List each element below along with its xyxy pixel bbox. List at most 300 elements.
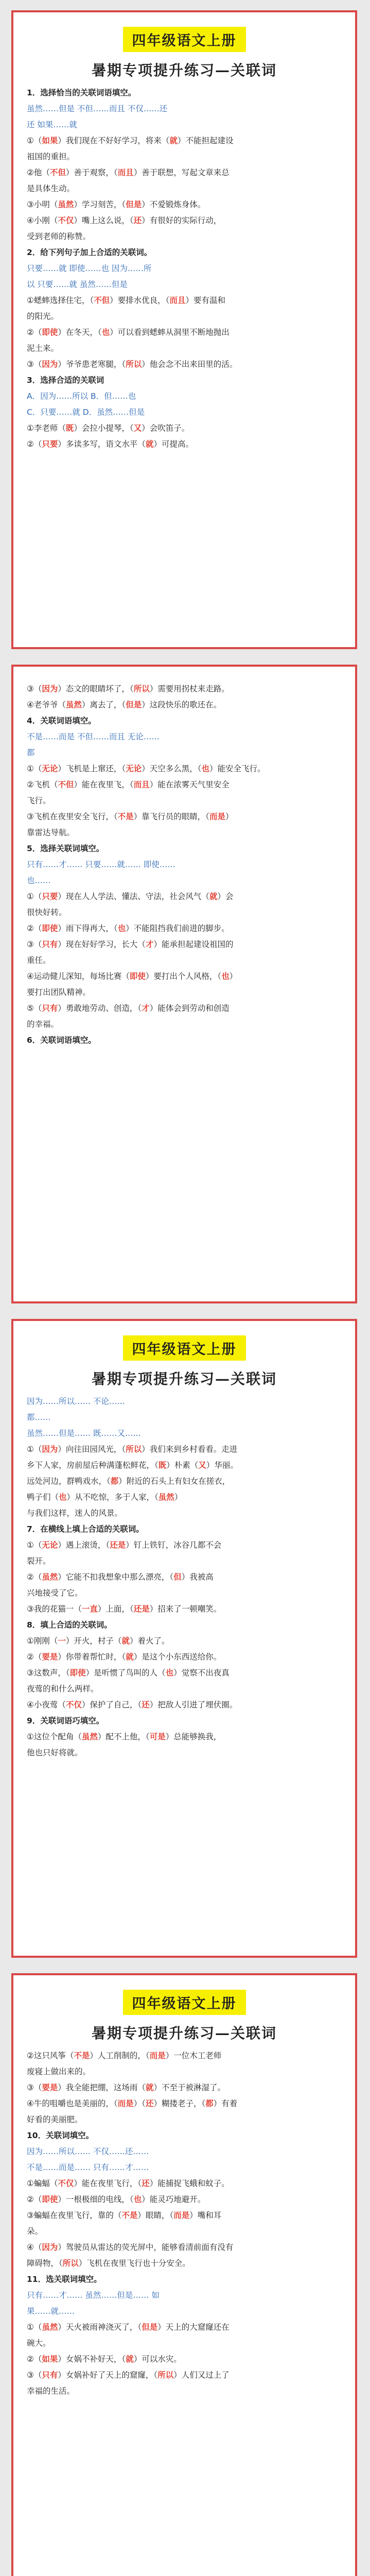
text-fragment: ②他（	[27, 168, 50, 177]
text-fragment: 很快好转。	[27, 908, 67, 917]
answer-blank: 还是	[110, 1540, 126, 1550]
exercise-line	[27, 2351, 342, 2367]
text-fragment: ）不爱锻炼身体。	[142, 200, 206, 209]
answer-blank: 不是	[74, 2051, 90, 2060]
answer-blank: 而是	[209, 812, 225, 821]
exercise-line	[27, 2080, 342, 2096]
text-fragment: ②（	[27, 328, 42, 337]
exercise-line	[27, 2335, 342, 2351]
word-bank	[27, 1426, 342, 1442]
text-fragment: ）着火了。	[129, 1636, 170, 1646]
answer-blank: 而且	[133, 780, 150, 789]
text-fragment: ②（	[27, 2354, 42, 2364]
topic-title: 暑期专项提升练习—关联词	[91, 62, 277, 79]
text-fragment: ）善于观察，（	[65, 168, 118, 177]
exercise-line	[27, 1681, 342, 1697]
grade-badge: 四年级语文上册	[123, 27, 246, 52]
text-fragment: ）现在好好学习，长大（	[58, 940, 146, 949]
page-3	[11, 1319, 357, 1958]
text-fragment: ①（	[27, 1445, 42, 1454]
answer-blank: 即使	[129, 972, 146, 981]
answer-blank: 也	[165, 1668, 174, 1677]
question-heading	[27, 1521, 342, 1537]
exercise-line	[27, 1697, 342, 1713]
text-fragment: ）要排水优良，（	[110, 296, 170, 305]
text-fragment: 是具体生动。	[27, 184, 75, 193]
text-fragment: ①（	[27, 2323, 42, 2332]
text-fragment: 与我们这样，迷人的风景。	[27, 1509, 123, 1518]
text-fragment: ④运动健儿深知，每场比赛（	[27, 972, 130, 981]
answer-blank: 虽然	[42, 2323, 58, 2332]
word-bank	[27, 729, 342, 745]
page-4	[11, 1973, 357, 2576]
text-fragment: ）驾驶员从雷达的荧光屏中，能够看清前面有没有	[58, 2243, 234, 2252]
text-fragment: 碗大。	[27, 2338, 51, 2348]
text-fragment: 的幸福。	[27, 1020, 59, 1029]
exercise-line	[27, 341, 342, 357]
text-fragment: 受到老师的称赞。	[27, 232, 91, 241]
answer-blank: 而且	[169, 296, 186, 305]
answer-blank: 虽然	[42, 1572, 58, 1582]
answer-blank: 虽然	[58, 200, 74, 209]
text-fragment: ）把敌人引进了埋伏圈。	[149, 1700, 238, 1709]
grade-badge: 四年级语文上册	[123, 1990, 246, 2015]
text-fragment: ②（	[27, 924, 42, 933]
text-fragment: ）保护了自己，（	[81, 1700, 142, 1709]
text-fragment: 8．填上合适的关联词。	[27, 1620, 112, 1630]
exercise-line	[27, 1473, 342, 1489]
question-heading	[27, 2128, 342, 2144]
exercise-line	[27, 1537, 342, 1553]
answer-blank: 都	[110, 1477, 119, 1486]
answer-blank: 即使	[42, 2195, 58, 2204]
answer-blank: 即使	[42, 924, 58, 933]
text-fragment: ）离去了，（	[81, 700, 126, 709]
text-fragment: ）它能不扣我想象中那么漂亮，（	[58, 1572, 174, 1582]
text-fragment: ①（	[27, 892, 42, 901]
answer-blank: 也	[59, 1493, 67, 1502]
answer-blank: 还	[133, 216, 142, 225]
exercise-line	[27, 889, 342, 905]
text-fragment: ①蟋蟀选择住宅，（	[27, 296, 94, 305]
text-fragment: ③（	[27, 2370, 42, 2380]
text-fragment: 10．关联词填空。	[27, 2131, 94, 2140]
text-fragment: ）（	[133, 2099, 146, 2108]
text-fragment: ③（	[27, 684, 42, 693]
answer-blank: 既	[158, 1461, 167, 1470]
page-title	[27, 1335, 342, 1388]
text-fragment: 泥土来。	[27, 344, 59, 353]
text-fragment: 兴地接受了它。	[27, 1588, 83, 1598]
answer-blank: 不仅	[58, 216, 74, 225]
answer-blank: 如果	[42, 2354, 58, 2364]
answer-blank: 还	[145, 2099, 154, 2108]
answer-blank: 就	[121, 1636, 130, 1646]
answer-blank: 所以	[126, 360, 142, 369]
text-fragment: 果……就……	[27, 2307, 75, 2316]
text-fragment: ）态文的眼睛坏了，（	[58, 684, 134, 693]
answer-blank: 但	[173, 1572, 182, 1582]
answer-blank: 而且	[117, 168, 134, 177]
exercise-line	[27, 309, 342, 325]
text-fragment: ）现在人人学法、懂法、守法，社会风气（	[58, 892, 209, 901]
exercise-line	[27, 293, 342, 309]
text-fragment: 因为……所以…… 不仅……还……	[27, 2147, 149, 2156]
text-fragment: 裂开。	[27, 1556, 51, 1566]
text-fragment: ）可以看到蟋蟀从洞里不断地抛出	[110, 328, 230, 337]
text-fragment: 1．选择恰当的关联词语填空。	[27, 88, 136, 97]
exercise-line	[27, 2112, 342, 2128]
answer-blank: 还是	[133, 1604, 150, 1614]
text-fragment: ②（	[27, 1652, 42, 1662]
page-2	[11, 665, 357, 1303]
text-fragment: ③我的花猫一（	[27, 1604, 82, 1614]
exercise-line	[27, 777, 342, 793]
text-fragment: 3．选择合适的关联词	[27, 376, 104, 385]
exercise-line	[27, 2224, 342, 2240]
question-heading	[27, 1713, 342, 1729]
text-fragment: ）一根极细的电线，（	[58, 2195, 134, 2204]
answer-blank: 而是	[149, 2051, 166, 2060]
answer-blank: 也	[201, 764, 209, 773]
answer-blank: 不但	[49, 168, 66, 177]
text-fragment: ）	[229, 972, 238, 981]
text-fragment: ）人们又过上了	[173, 2370, 230, 2380]
text-fragment: 只有……才…… 只要……就…… 即使……	[27, 860, 175, 869]
exercise-line	[27, 1442, 342, 1458]
text-fragment: 靠雷达导航。	[27, 828, 75, 837]
text-fragment: ）善于联想，写起文章来总	[133, 168, 230, 177]
answer-blank: 一直	[81, 1604, 98, 1614]
text-fragment: ④老爷爷（	[27, 700, 66, 709]
text-fragment: ）能灵巧地避开。	[142, 2195, 206, 2204]
answer-blank: 才	[142, 1004, 150, 1013]
answer-blank: 因为	[42, 684, 58, 693]
exercise-line	[27, 181, 342, 197]
text-fragment: ）能在浓雾天气里安全	[149, 780, 230, 789]
text-fragment: ）	[174, 1493, 183, 1502]
text-fragment: 5．选择关联词填空。	[27, 844, 104, 853]
text-fragment: ）要打出个人风格，（	[145, 972, 222, 981]
answer-blank: 就	[126, 2354, 134, 2364]
text-fragment: ③（	[27, 940, 42, 949]
exercise-line	[27, 1489, 342, 1505]
text-fragment: ③小明（	[27, 200, 58, 209]
text-fragment: 只要……就 即使……也 因为……所	[27, 264, 152, 273]
text-fragment: ②飞机（	[27, 780, 58, 789]
text-fragment: 的阳光。	[27, 312, 59, 321]
text-fragment: ）不至于被淋湿了。	[153, 2083, 225, 2092]
text-fragment: ）可以水灾。	[133, 2354, 182, 2364]
exercise-line	[27, 825, 342, 841]
text-fragment: ①这位个配角（	[27, 1732, 82, 1741]
exercise-line	[27, 1585, 342, 1601]
text-fragment: ）飞机是上窜还，（	[58, 764, 126, 773]
exercise-line	[27, 1016, 342, 1032]
text-fragment: ）总能够换我，	[165, 1732, 222, 1741]
answer-blank: 不是	[121, 2211, 138, 2220]
text-fragment: ）有很好的实际行动，	[142, 216, 222, 225]
text-fragment: 以 只要……就 虽然……但是	[27, 280, 128, 289]
answer-blank: 就	[145, 439, 154, 449]
text-fragment: ）雨下得再大，（	[58, 924, 118, 933]
text-fragment: 6．关联词语填空。	[27, 1036, 96, 1045]
text-fragment: ①（	[27, 136, 42, 145]
answer-blank: 还	[142, 2179, 150, 2188]
text-fragment: ）勇敢地劳动、创造，（	[58, 1004, 142, 1013]
text-fragment: ③飞机在夜里安全飞行，（	[27, 812, 118, 821]
text-fragment: ）能承担起建设祖国的	[153, 940, 234, 949]
exercise-line	[27, 149, 342, 165]
text-fragment: ①刚刚（	[27, 1636, 58, 1646]
text-fragment: ）天上的大窟窿还在	[157, 2323, 230, 2332]
text-fragment: 只有……才…… 虽然……但是…… 如	[27, 2291, 160, 2300]
text-fragment: 远处河边，群鸭戏水，（	[27, 1477, 111, 1486]
answer-blank: 如果	[42, 136, 58, 145]
answer-blank: 就	[169, 136, 178, 145]
text-fragment: ）朴素（	[166, 1461, 199, 1470]
answer-blank: 只要	[42, 439, 58, 449]
text-fragment: ①蝙蝠（	[27, 2179, 58, 2188]
text-fragment: 幸福的生活。	[27, 2386, 75, 2396]
text-fragment: ）上面，（	[97, 1604, 134, 1614]
question-heading	[27, 85, 342, 101]
exercise-line	[27, 325, 342, 341]
text-fragment: ④牛的咀嚼也是美丽的，（	[27, 2099, 118, 2108]
exercise-line	[27, 921, 342, 937]
text-fragment: 都……	[27, 1413, 51, 1422]
answer-blank: 虽然	[81, 1732, 98, 1741]
text-fragment: ①（	[27, 764, 42, 773]
page-title	[27, 1990, 342, 2043]
exercise-line	[27, 809, 342, 825]
text-fragment: ）遇上滚烫，（	[58, 1540, 110, 1550]
text-fragment: ）向往田园风光，（	[58, 1445, 126, 1454]
text-fragment: ）这段快乐的歌还在。	[142, 700, 222, 709]
text-fragment: ）飞机在夜里飞行也十分安全。	[78, 2259, 190, 2268]
answer-blank: 就	[209, 892, 218, 901]
text-fragment: 乡下人家，房前屋后种满蓬松鲜花，（	[27, 1461, 158, 1470]
answer-blank: 才	[145, 940, 154, 949]
exercise-line	[27, 2319, 342, 2335]
answer-blank: 一	[58, 1636, 66, 1646]
text-fragment: ）我被高	[181, 1572, 214, 1582]
answer-blank: 无论	[42, 1540, 58, 1550]
text-fragment: ③这数声，（	[27, 1668, 70, 1677]
answer-blank: 所以	[126, 1445, 142, 1454]
answer-blank: 虽然	[65, 700, 82, 709]
text-fragment: ③（	[27, 2083, 42, 2092]
text-fragment: ）从不吃惊，多于人家，（	[66, 1493, 158, 1502]
text-fragment: ）我全能把绷，这场雨（	[58, 2083, 146, 2092]
text-fragment: ）华丽。	[206, 1461, 238, 1470]
text-fragment: ⑤（	[27, 1004, 42, 1013]
text-fragment: ④小夜莺（	[27, 1700, 66, 1709]
text-fragment: ④小刚（	[27, 216, 58, 225]
text-fragment: 好看的美丽肥。	[27, 2115, 83, 2124]
question-heading	[27, 2272, 342, 2287]
text-fragment: 障碍物，（	[27, 2259, 63, 2268]
text-fragment: 要打出团队精神。	[27, 988, 91, 997]
exercise-line	[27, 1569, 342, 1585]
text-fragment: ）多读多写，语文水平（	[58, 439, 146, 449]
text-fragment: ）会拉小提琴，（	[74, 423, 134, 433]
exercise-line	[27, 1001, 342, 1016]
answer-blank: 只有	[42, 2370, 58, 2380]
text-fragment: ）我们现在不好好学习，将来（	[58, 136, 170, 145]
exercise-line	[27, 761, 342, 777]
text-fragment: ）开火，村子（	[65, 1636, 122, 1646]
grade-badge: 四年级语文上册	[123, 1335, 246, 1361]
answer-blank: 又	[133, 423, 142, 433]
exercise-line	[27, 1649, 342, 1665]
answer-blank: 可是	[149, 1732, 166, 1741]
answer-blank: 不仅	[65, 1700, 82, 1709]
question-heading	[27, 245, 342, 261]
text-fragment: 不是……而是 不但……而且 无论……	[27, 732, 160, 741]
text-fragment: ）能安全飞行。	[209, 764, 266, 773]
text-fragment: ）爷爷患老寒腿，（	[58, 360, 126, 369]
exercise-line	[27, 1633, 342, 1649]
question-heading	[27, 841, 342, 857]
answer-blank: 所以	[62, 2259, 79, 2268]
word-bank	[27, 1410, 342, 1426]
word-bank	[27, 857, 342, 873]
text-fragment: ②（	[27, 439, 42, 449]
answer-blank: 而是	[117, 2099, 134, 2108]
text-fragment: ）能在夜里飞行，（	[74, 2179, 142, 2188]
text-fragment: 也……	[27, 876, 51, 885]
topic-title: 暑期专项提升练习—关联词	[91, 2025, 277, 2042]
text-fragment: ）钉上铁钉，冰谷几都不会	[126, 1540, 222, 1550]
text-fragment: 鸭子们（	[27, 1493, 59, 1502]
question-heading	[27, 1617, 342, 1633]
text-fragment: ）能体会到劳动和创造	[149, 1004, 230, 1013]
question-heading	[27, 372, 342, 388]
answer-blank: 但是	[126, 200, 142, 209]
answer-blank: 但是	[142, 2323, 158, 2332]
text-fragment: ）需要用拐杖来走路。	[149, 684, 230, 693]
text-fragment: ）学习刻苦，（	[74, 200, 126, 209]
question-heading	[27, 1032, 342, 1048]
answer-blank: 因为	[42, 360, 58, 369]
exercise-line	[27, 2383, 342, 2399]
exercise-line	[27, 1505, 342, 1521]
text-fragment: 重任。	[27, 956, 51, 965]
text-fragment: ）会吹笛子。	[142, 423, 190, 433]
answer-blank: 也	[133, 2195, 142, 2204]
exercise-line	[27, 165, 342, 181]
text-fragment: 4．关联词语填空。	[27, 716, 96, 725]
answer-blank: 既	[65, 423, 74, 433]
text-fragment: 7．在横线上填上合适的关联词。	[27, 1524, 144, 1534]
word-bank	[27, 2303, 342, 2319]
text-fragment: 他也只好将就。	[27, 1748, 83, 1757]
answer-blank: 无论	[42, 764, 58, 773]
exercise-line	[27, 1553, 342, 1569]
text-fragment: C．只要……就 D．虽然……但是	[27, 408, 145, 417]
exercise-line	[27, 697, 342, 713]
text-fragment: ）人工削制的，（	[90, 2051, 150, 2060]
text-fragment: 都	[27, 748, 35, 757]
exercise-line	[27, 2367, 342, 2383]
page-title	[27, 27, 342, 80]
answer-blank: 因为	[42, 1445, 58, 1454]
answer-blank: 要是	[42, 1652, 58, 1662]
text-fragment: ）女娲不补好天，（	[58, 2354, 126, 2364]
text-fragment: ③蝙蝠在夜里飞行，靠的（	[27, 2211, 122, 2220]
text-fragment: ）招来了一顿嘲笑。	[149, 1604, 222, 1614]
answer-blank: 虽然	[158, 1493, 174, 1502]
text-fragment: ③（	[27, 360, 42, 369]
text-fragment: ）不能阻挡我们前进的脚步。	[126, 924, 230, 933]
answer-blank: 因为	[42, 2243, 58, 2252]
text-fragment: 朵。	[27, 2227, 43, 2236]
answer-blank: 还	[142, 1700, 150, 1709]
exercise-line	[27, 2208, 342, 2224]
text-fragment: 夜莺的和什么两样。	[27, 1684, 99, 1693]
answer-blank: 只有	[42, 940, 58, 949]
text-fragment: ）糊搂老子，（	[153, 2099, 206, 2108]
exercise-line	[27, 2192, 342, 2208]
answer-blank: 所以	[157, 2370, 174, 2380]
text-fragment: ）觉察不出夜真	[173, 1668, 230, 1677]
text-fragment: 11．选关联词填空。	[27, 2275, 102, 2284]
exercise-line	[27, 2256, 342, 2272]
answer-blank: 但是	[126, 700, 142, 709]
exercise-line	[27, 420, 342, 436]
exercise-line	[27, 1729, 342, 1745]
exercise-line	[27, 1745, 342, 1761]
text-fragment: ①李老师（	[27, 423, 66, 433]
question-heading	[27, 713, 342, 729]
exercise-line	[27, 1458, 342, 1473]
answer-blank: 都	[205, 2099, 214, 2108]
text-fragment: ）天火被雨神浇灭了，（	[58, 2323, 142, 2332]
exercise-line	[27, 793, 342, 809]
answer-blank: 即使	[42, 328, 58, 337]
answer-blank: 也	[101, 328, 110, 337]
word-bank	[27, 388, 342, 404]
word-bank	[27, 873, 342, 889]
text-fragment: ）能在夜里飞，（	[74, 780, 134, 789]
text-fragment: ）嘴上这么说，（	[74, 216, 134, 225]
answer-blank: 也	[221, 972, 230, 981]
answer-blank: 要是	[42, 2083, 58, 2092]
answer-blank: 只要	[42, 892, 58, 901]
word-bank	[27, 1394, 342, 1410]
word-bank	[27, 745, 342, 761]
exercise-line	[27, 213, 342, 229]
text-fragment: ）嘴和耳	[189, 2211, 222, 2220]
text-fragment: ）眼睛，（	[137, 2211, 174, 2220]
exercise-line	[27, 357, 342, 372]
exercise-line	[27, 2096, 342, 2112]
exercise-line	[27, 969, 342, 985]
exercise-line	[27, 2176, 342, 2192]
text-fragment: ）一位木工老师	[165, 2051, 222, 2060]
exercise-line	[27, 2064, 342, 2080]
answer-blank: 而是	[173, 2211, 190, 2220]
text-fragment: 不是……而是…… 只有……才……	[27, 2163, 149, 2172]
exercise-line	[27, 985, 342, 1001]
text-fragment: ）他会念不出来田里的活。	[142, 360, 238, 369]
answer-blank: 又	[198, 1461, 206, 1470]
text-fragment: 2．给下列句子加上合适的关联词。	[27, 248, 152, 257]
word-bank	[27, 2287, 342, 2303]
text-fragment: 9．关联词语巧填空。	[27, 1716, 104, 1725]
answer-blank: 不但	[58, 780, 74, 789]
